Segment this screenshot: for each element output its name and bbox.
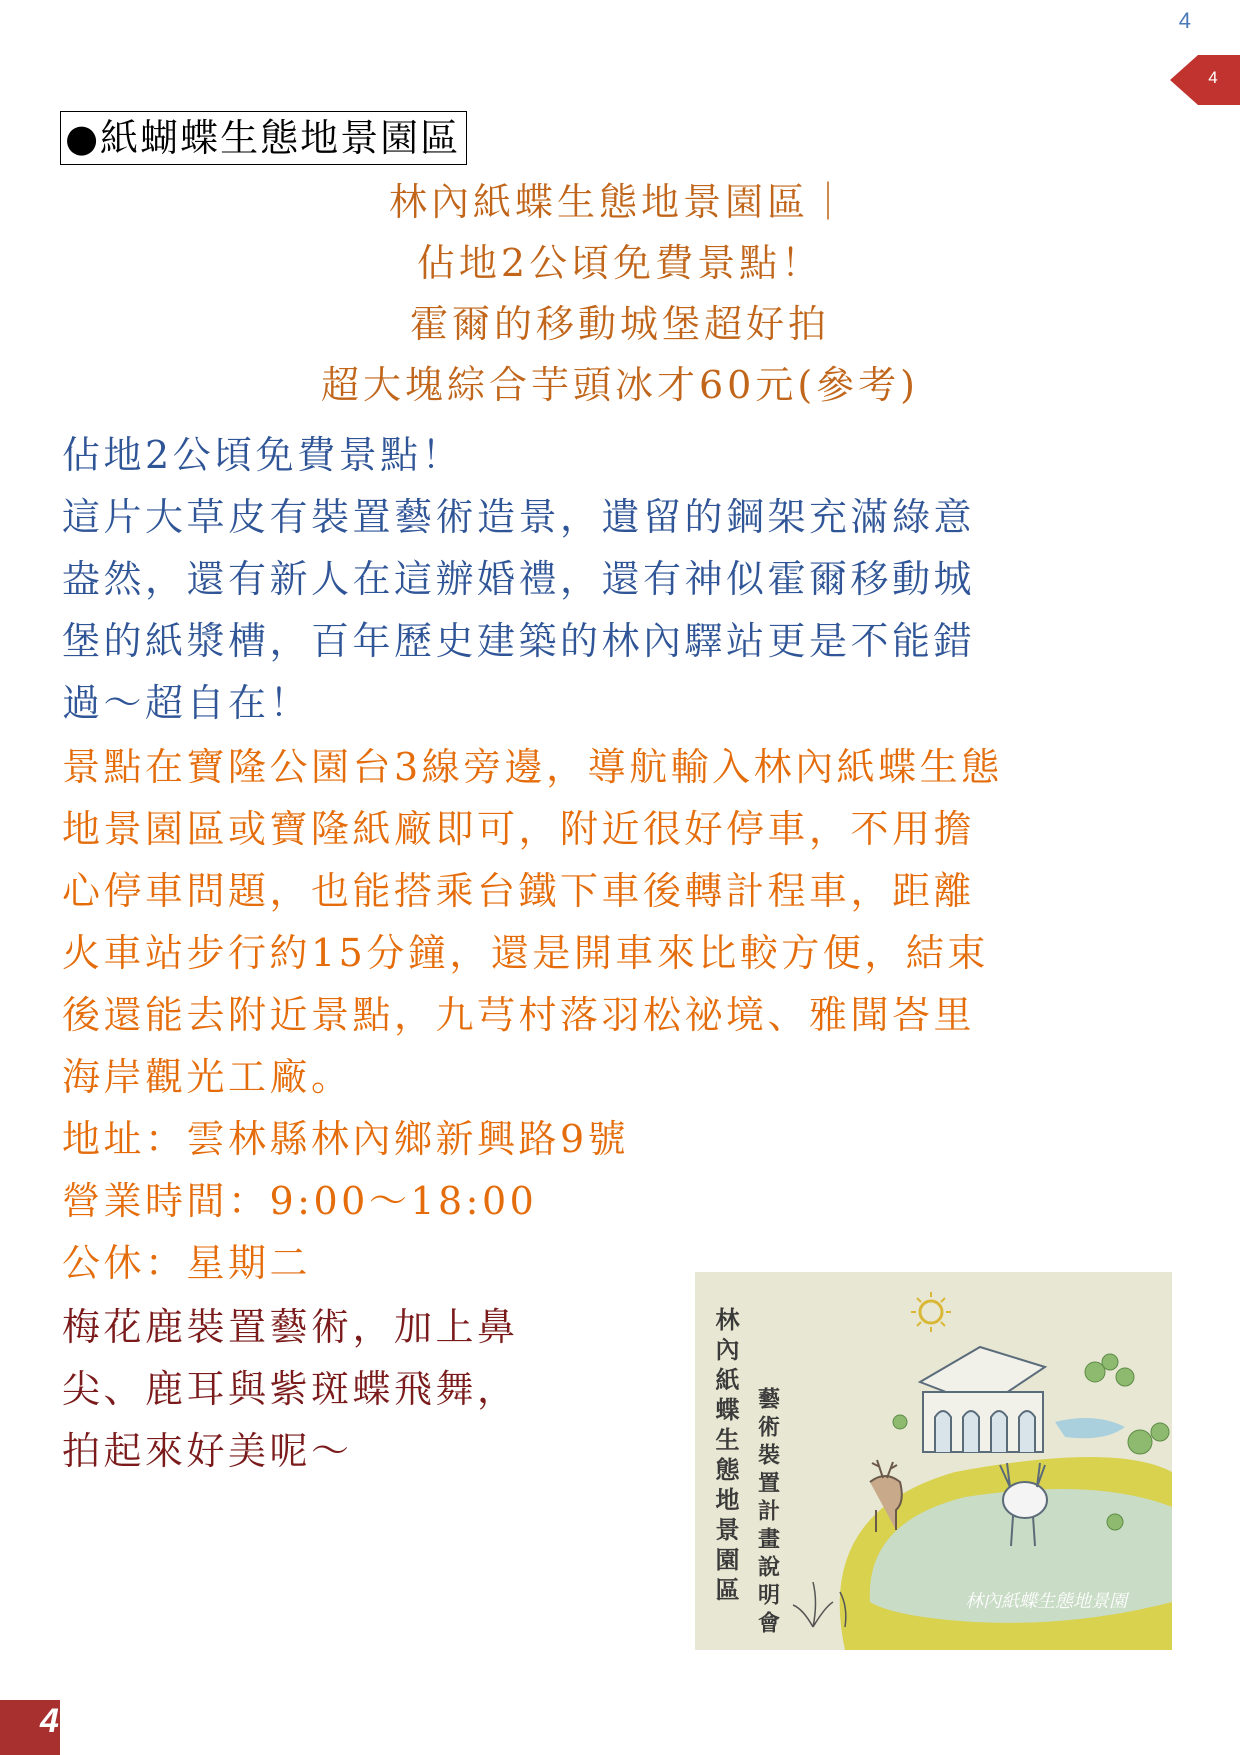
- intro-line: 過～超自在！: [62, 681, 312, 725]
- closed-day-line: 公休：星期二: [62, 1241, 312, 1285]
- info-line: 後還能去附近景點，九芎村落羽松祕境、雅聞峇里: [62, 993, 976, 1037]
- info-line: 地景園區或寶隆紙廠即可，附近很好停車，不用擔: [62, 807, 976, 851]
- title-line: 霍爾的移動城堡超好拍: [409, 302, 830, 346]
- sign-photo: [695, 1272, 1172, 1650]
- section-heading: ●紙蝴蝶生態地景園區: [60, 111, 467, 165]
- intro-line: 堡的紙漿槽，百年歷史建築的林內驛站更是不能錯: [62, 619, 976, 663]
- intro-line: 盎然，還有新人在這辦婚禮，還有神似霍爾移動城: [62, 557, 976, 601]
- info-line: 火車站步行約15分鐘，還是開車來比較方便，結束: [62, 931, 989, 975]
- title-block: [100, 172, 1140, 416]
- caption-line: 拍起來好美呢～: [62, 1429, 353, 1473]
- corner-page-number: 4: [40, 1702, 59, 1740]
- photo-caption: [62, 1296, 642, 1482]
- title-line: 超大塊綜合芋頭冰才60元(參考): [320, 363, 919, 407]
- title-line: 佔地2公頃免費景點！: [416, 241, 824, 285]
- sign-subtitle: 藝術裝置計畫說明會: [754, 1387, 780, 1639]
- intro-line: 這片大草皮有裝置藝術造景，遺留的鋼架充滿綠意: [62, 495, 976, 539]
- page-number-top: 4: [1178, 8, 1191, 33]
- page-tab-label: 4: [1208, 68, 1218, 87]
- sign-title: 林內紙蝶生態地景園區: [711, 1307, 739, 1607]
- address-line: 地址：雲林縣林內鄉新興路9號: [62, 1117, 630, 1161]
- info-line: 景點在寶隆公園台3線旁邊，導航輸入林內紙蝶生態: [62, 745, 1003, 789]
- caption-line: 尖、鹿耳與紫斑蝶飛舞，: [62, 1367, 519, 1411]
- sign-banner-text: 林內紙蝶生態地景園: [965, 1591, 1127, 1612]
- intro-line: 佔地2公頃免費景點！: [62, 433, 464, 477]
- intro-paragraph: [62, 424, 1192, 734]
- info-paragraph: [62, 736, 1192, 1294]
- info-line: 海岸觀光工廠。: [62, 1055, 353, 1099]
- page-tab-marker: [1170, 55, 1240, 105]
- hours-line: 營業時間：9:00～18:00: [62, 1179, 538, 1223]
- info-line: 心停車問題，也能搭乘台鐵下車後轉計程車，距離: [62, 869, 976, 913]
- title-line: 林內紙蝶生態地景園區｜: [388, 180, 851, 224]
- caption-line: 梅花鹿裝置藝術，加上鼻: [62, 1305, 519, 1349]
